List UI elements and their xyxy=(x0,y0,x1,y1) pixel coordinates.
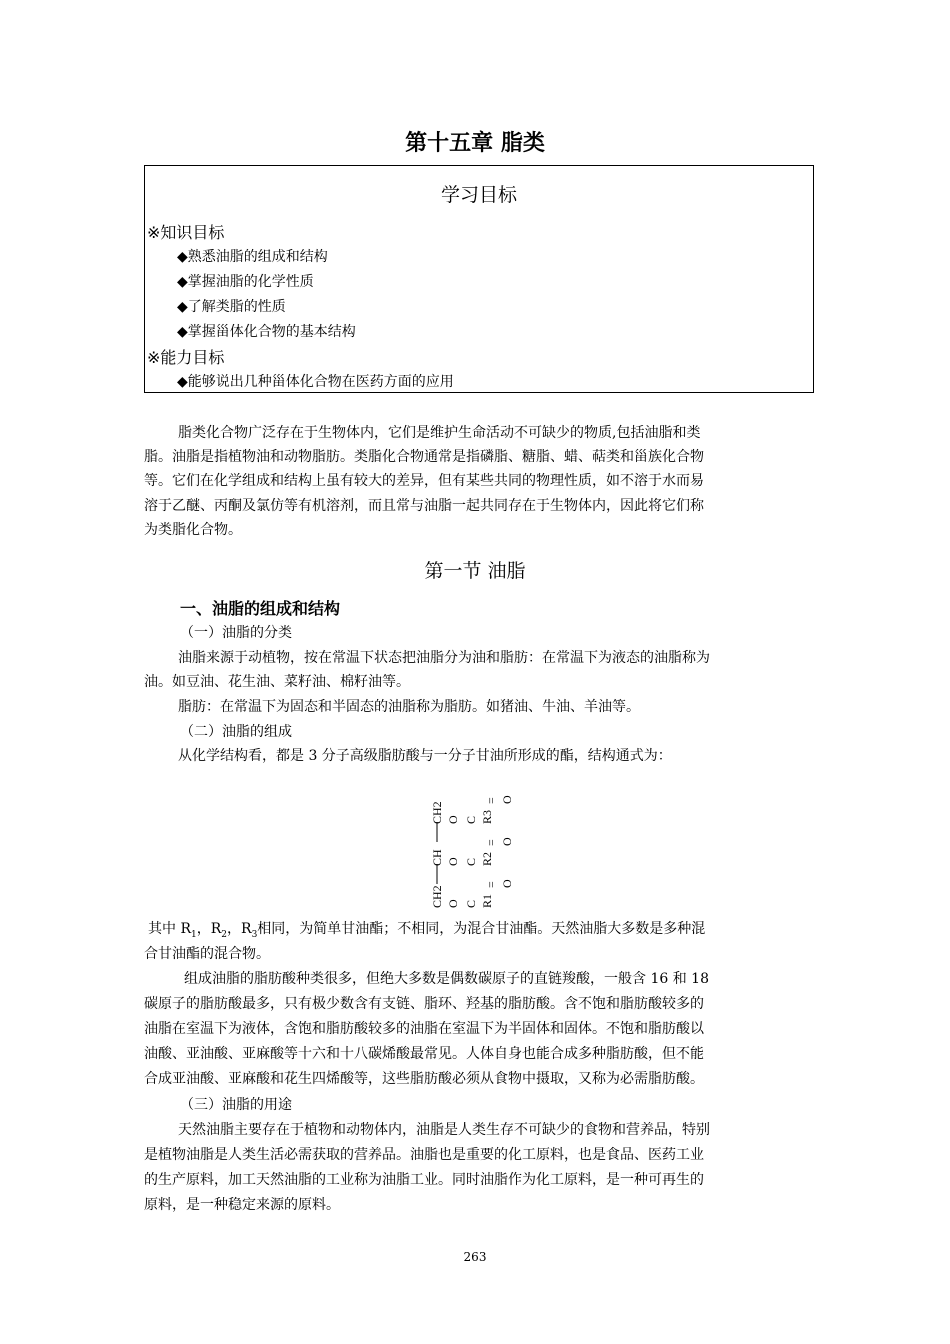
formula-r: R3 xyxy=(480,809,494,824)
page-number: 263 xyxy=(463,1250,487,1264)
subscript: 3 xyxy=(251,929,258,940)
formula-ch2: CH2 xyxy=(430,801,444,824)
paragraph-line: 原料，是一种稳定来源的原料。 xyxy=(144,1197,340,1213)
carbonyl-oxygen: O xyxy=(500,795,514,804)
paragraph-line: 天然油脂主要存在于植物和动物体内，油脂是人类生存不可缺少的食物和营养品，特别 xyxy=(178,1122,710,1138)
ability-heading: ※能力目标 xyxy=(147,348,225,367)
paragraph-line xyxy=(148,918,812,940)
text-run: ，R xyxy=(227,921,252,937)
objective-item: ◆能够说出几种甾体化合物在医药方面的应用 xyxy=(177,374,454,390)
paragraph-line: 是植物油脂是人类生活必需获取的营养品。油脂也是重要的化工原料，也是食品、医药工业 xyxy=(144,1147,704,1163)
subheading-composition: （二）油脂的组成 xyxy=(180,724,292,740)
subscript: 2 xyxy=(221,929,228,940)
paragraph-line: 合甘油酯的混合物。 xyxy=(144,946,270,962)
intro-line: 脂。油脂是指植物油和动物脂肪。类脂化合物通常是指磷脂、糖脂、蜡、萜类和甾族化合物 xyxy=(144,449,704,465)
paragraph-line: 油酸、亚油酸、亚麻酸等十六和十八碳烯酸最常见。人体自身也能合成多种脂肪酸，但不能 xyxy=(144,1046,704,1062)
formula-ch: CH xyxy=(430,849,444,866)
text-run: ，R xyxy=(196,921,222,937)
objective-item: ◆熟悉油脂的组成和结构 xyxy=(177,249,328,265)
subscript: 1 xyxy=(191,929,197,940)
subheading-uses: （三）油脂的用途 xyxy=(180,1097,292,1113)
paragraph-line: 油脂来源于动植物，按在常温下状态把油脂分为油和脂肪：在常温下为液态的油脂称为 xyxy=(178,650,710,666)
formula-c: C xyxy=(464,857,478,866)
intro-line: 溶于乙醚、丙酮及氯仿等有机溶剂，而且常与油脂一起共同存在于生物体内，因此将它们称 xyxy=(144,498,704,514)
carbonyl-double-bond: = xyxy=(484,797,498,804)
paragraph-line: 从化学结构看，都是 3 分子高级脂肪酸与一分子甘油所形成的酯，结构通式为： xyxy=(178,748,672,764)
formula-c: C xyxy=(464,899,478,908)
objective-item: ◆掌握甾体化合物的基本结构 xyxy=(177,324,356,340)
intro-line: 等。它们在化学组成和结构上虽有较大的差异，但有某些共同的物理性质，如不溶于水而易 xyxy=(144,473,704,489)
paragraph-line: 的生产原料，加工天然油脂的工业称为油脂工业。同时油脂作为化工原料，是一种可再生的 xyxy=(144,1172,704,1188)
paragraph-line: 脂肪：在常温下为固态和半固态的油脂称为脂肪。如猪油、牛油、羊油等。 xyxy=(178,699,640,715)
subsection-heading: 一、油脂的组成和结构 xyxy=(180,599,341,618)
text-run: 其中 R xyxy=(148,921,191,937)
formula-r: R1 xyxy=(480,893,494,908)
objective-item: ◆掌握油脂的化学性质 xyxy=(177,274,314,290)
intro-line: 脂类化合物广泛存在于生物体内，它们是维护生命活动不可缺少的物质,包括油脂和类 xyxy=(178,425,701,441)
formula-o: O xyxy=(446,815,460,824)
paragraph-line: 碳原子的脂肪酸最多，只有极少数含有支链、脂环、羟基的脂肪酸。含不饱和脂肪酸较多的 xyxy=(144,996,704,1012)
paragraph-line: 油脂在室温下为液体，含饱和脂肪酸较多的油脂在室温下为半固体和固体。不饱和脂肪酸以 xyxy=(144,1021,704,1037)
formula-c: C xyxy=(464,815,478,824)
carbonyl-double-bond: = xyxy=(484,881,498,888)
knowledge-heading: ※知识目标 xyxy=(147,223,225,242)
objectives-box xyxy=(144,165,814,393)
text-run: 相同，为简单甘油酯；不相同，为混合甘油酯。天然油脂大多数是多种混 xyxy=(257,921,706,937)
formula-o: O xyxy=(446,899,460,908)
objectives-title: 学习目标 xyxy=(440,184,517,206)
subheading-classification: （一）油脂的分类 xyxy=(180,625,292,641)
carbonyl-double-bond: = xyxy=(484,839,498,846)
objective-item: ◆了解类脂的性质 xyxy=(177,299,286,315)
carbonyl-oxygen: O xyxy=(500,879,514,888)
carbonyl-oxygen: O xyxy=(500,837,514,846)
paragraph-line: 油。如豆油、花生油、菜籽油、棉籽油等。 xyxy=(144,674,410,690)
intro-line: 为类脂化合物。 xyxy=(144,522,242,538)
paragraph-line: 合成亚油酸、亚麻酸和花生四烯酸等，这些脂肪酸必须从食物中摄取，又称为必需脂肪酸。 xyxy=(144,1071,704,1087)
paragraph-line: 组成油脂的脂肪酸种类很多，但绝大多数是偶数碳原子的直链羧酸，一般含 16 和 18 xyxy=(184,971,709,987)
formula-r: R2 xyxy=(480,851,494,866)
formula-o: O xyxy=(446,857,460,866)
section-title: 第一节 油脂 xyxy=(424,560,526,582)
formula-ch2: CH2 xyxy=(430,885,444,908)
chapter-title: 第十五章 脂类 xyxy=(405,131,545,156)
triglyceride-formula xyxy=(425,784,535,910)
